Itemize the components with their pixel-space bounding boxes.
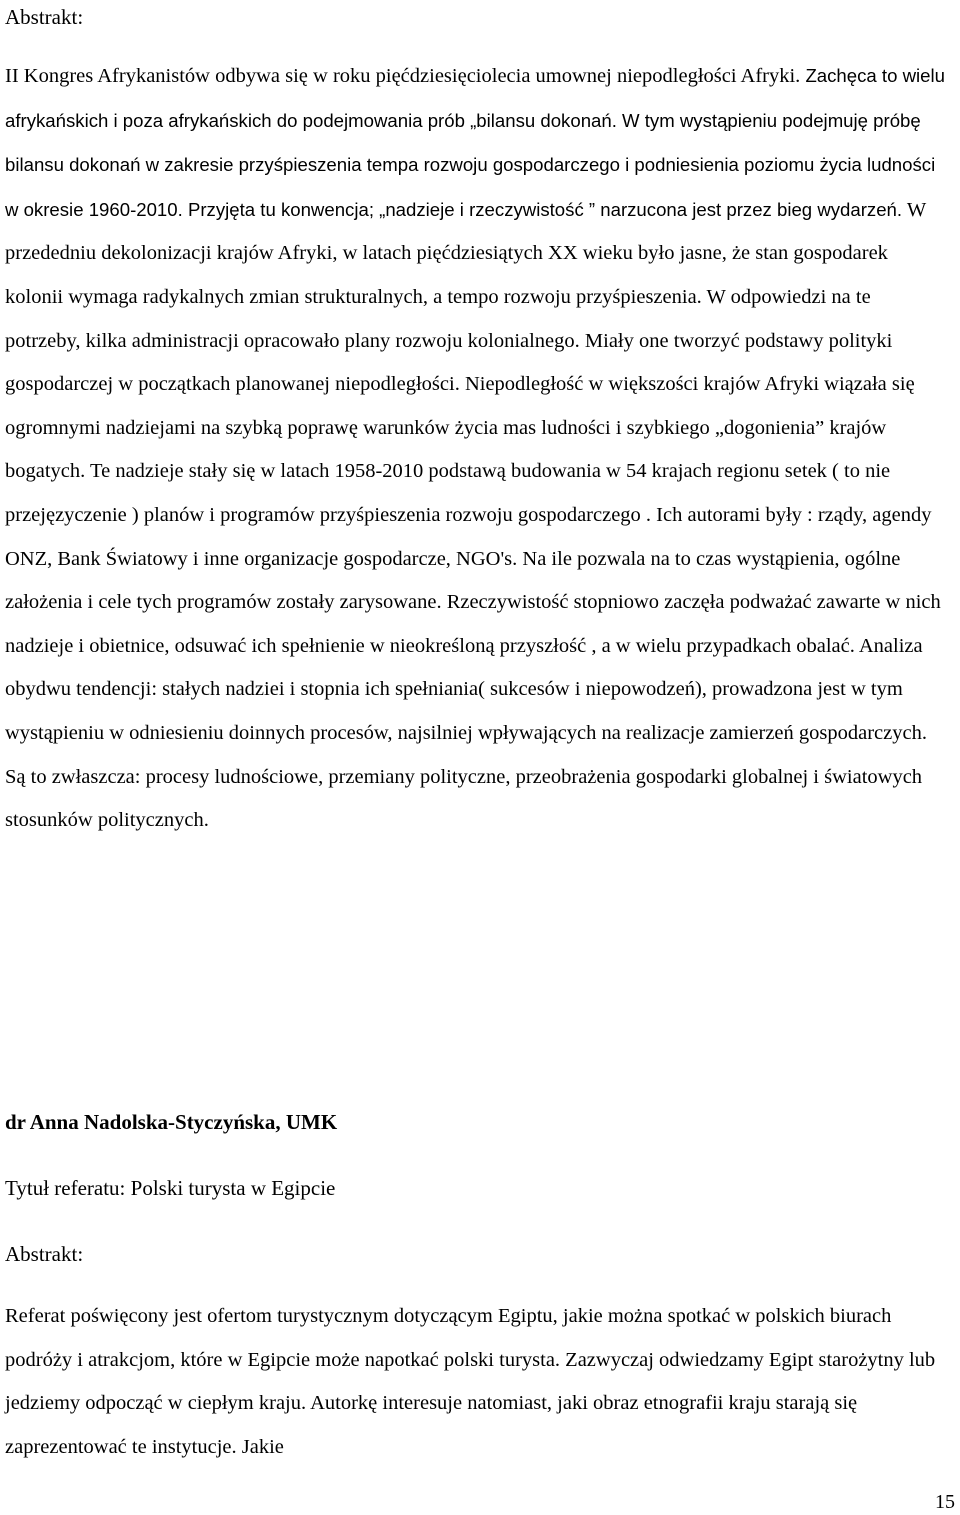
- paper-title: Tytuł referatu: Polski turysta w Egipcie: [5, 1176, 336, 1200]
- abstract-paragraph: [5, 54, 950, 843]
- abstract-text-segment: II Kongres Afrykanistów odbywa się w roku pięćdziesięciolecia umownej niepodległości Afryki.: [5, 65, 806, 87]
- abstract-paragraph: Referat poświęcony jest ofertom turystycznym dotyczącym Egiptu, jakie można spotkać w polskich biurach podróży i atrakcjom, które w Egipcie może napotkać polski turysta. Zazwyczaj odwiedzamy Egipt starożytny lub jedziemy odpocząć w ciepłym kraju. Autorkę interesuje natomiast, jaki obraz etnografii kraju starają się zaprezentować te instytucje. Jakie: [5, 1305, 936, 1458]
- abstract-text-segment: W przededniu dekolonizacji krajów Afryki, w latach pięćdziesiątych XX wieku było jasne, że stan gospodarek kolonii wymaga radykalnych zmian strukturalnych, a tempo rozwoju przyśpieszenia. W odpowiedzi na te potrzeby, kilka administracji opracowało plany rozwoju kolonialnego. Miały one tworzyć podstawy polityki gospodarczej w początkach planowanej niepodległości. Niepodległość w większości krajów Afryki wiązała się ogromnymi nadziejami na szybką poprawę warunków życia mas ludności i szybkiego „dogonienia” krajów bogatych. Te nadzieje stały się w latach 1958-2010 podstawą budowania w 54 krajach regionu setek ( to nie przejęzyczenie ) planów i programów przyśpieszenia rozwoju gospodarczego . Ich autorami były : rządy, agendy ONZ, Bank Światowy i inne organizacje gospodarcze, NGO's. Na ile pozwala na to czas wystąpienia, ogólne założenia i cele tych programów zostały zarysowane. Rzeczywistość stopniowo zaczęła podważać zawarte w nich nadzieje i obietnice, odsuwać ich spełnienie w nieokreśloną przyszłość , a w wielu przypadkach obalać. Analiza obydwu tendencji: stałych nadziei i stopnia ich spełniania( sukcesów i niepowodzeń), prowadzona jest w tym wystąpieniu w odniesieniu doinnych procesów, najsilniej wpływających na realizacje zamierzeń gospodarczych. Są to zwłaszcza: procesy ludnościowe, przemiany polityczne, przeobrażenia gospodarki globalnej i światowych stosunków politycznych.: [5, 198, 941, 832]
- author-name: dr Anna Nadolska-Styczyńska, UMK: [5, 1110, 338, 1134]
- page-number: 15: [935, 1491, 955, 1513]
- abstract-heading: Abstrakt:: [5, 5, 84, 29]
- abstract-heading: Abstrakt:: [5, 1242, 84, 1266]
- abstract-text-segment: Zachęca to wielu afrykańskich i poza afrykańskich do podejmowania prób „bilansu dokonań. W tym wystąpieniu podejmuję próbę bilansu dokonań w zakresie przyśpieszenia tempa rozwoju gospodarczego i podniesienia poziomu życia ludności w okresie 1960-2010. Przyjęta tu konwencja; „nadzieje i rzeczywistość ” narzucona jest przez bieg wydarzeń.: [5, 65, 945, 220]
